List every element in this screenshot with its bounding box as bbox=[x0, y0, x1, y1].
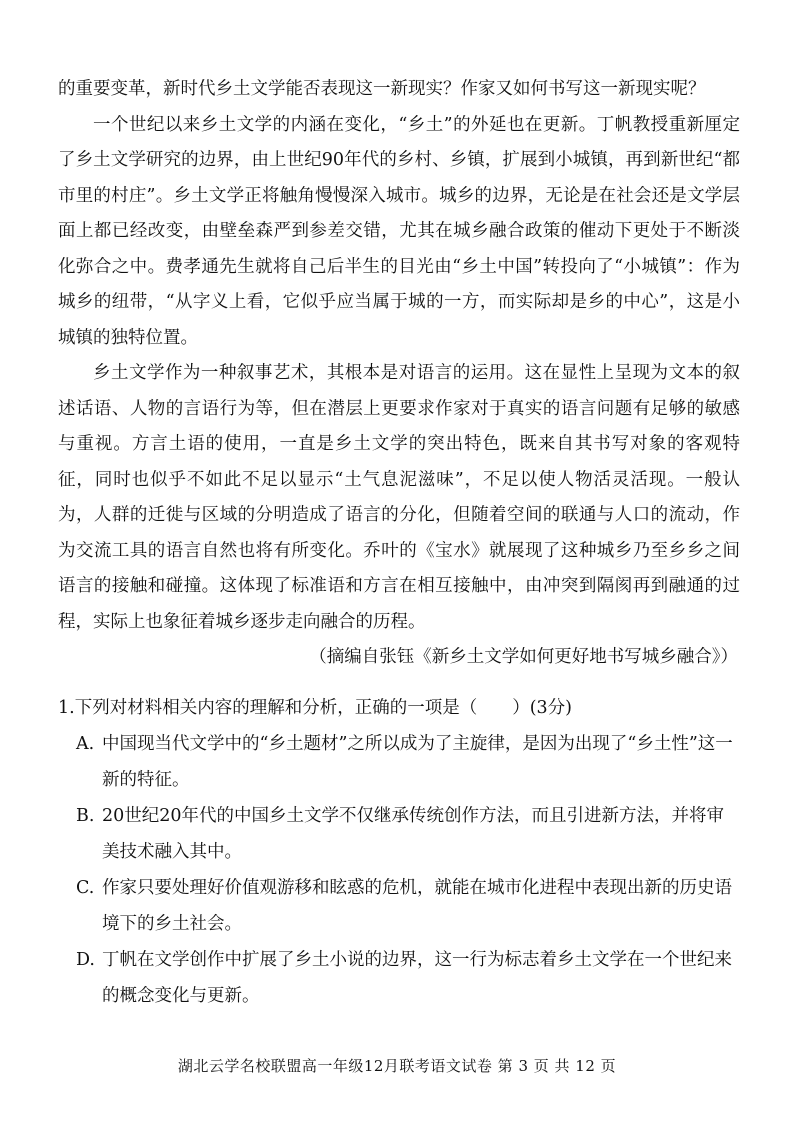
option-d-letter: D. bbox=[76, 950, 95, 970]
option-b-letter: B. bbox=[76, 806, 95, 826]
question-stem: 1.下列对材料相关内容的理解和分析，正确的一项是（ ）(3分) bbox=[58, 698, 572, 718]
passage-paragraph-2: 一个世纪以来乡土文学的内涵在变化，“乡土”的外延也在更新。丁帆教授重新厘定了乡土文学研究的边界，由上世纪90年代的乡村、乡镇，扩展到小城镇，再到新世纪“都市里的村庄”。乡土文学正将触角慢慢深入城市。城乡的边界，无论是在社会还是文学层面上都已经改变，由壁垒森严到参差交错，尤其在城乡融合政策的催动下更处于不断淡化弥合之中。费孝通先生就将自己后半生的目光由“乡土中国”转投向了“小城镇”：作为城乡的纽带，“从字义上看，它似乎应当属于城的一方，而实际却是乡的中心”，这是小城镇的独特位置。 bbox=[58, 114, 740, 348]
option-c-text: 作家只要处理好价值观游移和眩惑的危机，就能在城市化进程中表现出新的历史语境下的乡土社会。 bbox=[102, 878, 732, 934]
option-c bbox=[58, 870, 740, 942]
option-a-letter: A. bbox=[76, 734, 95, 754]
passage-source: （摘编自张钰《新乡土文学如何更好地书写城乡融合》） bbox=[309, 647, 738, 667]
reading-passage bbox=[58, 72, 740, 676]
option-c-letter: C. bbox=[76, 878, 95, 898]
option-a-text: 中国现当代文学中的“乡土题材”之所以成为了主旋律，是因为出现了“乡土性”这一新的特征。 bbox=[102, 734, 733, 790]
option-a bbox=[58, 726, 740, 798]
passage-paragraph-3: 乡土文学作为一种叙事艺术，其根本是对语言的运用。这在显性上呈现为文本的叙述话语、人物的言语行为等，但在潜层上更要求作家对于真实的语言问题有足够的敏感与重视。方言土语的使用，一直是乡土文学的突出特色，既来自其书写对象的客观特征，同时也似乎不如此不足以显示“土气息泥滋味”，不足以使人物活灵活现。一般认为，人群的迁徙与区域的分明造成了语言的分化，但随着空间的联通与人口的流动，作为交流工具的语言自然也将有所变化。乔叶的《宝水》就展现了这种城乡乃至乡乡之间语言的接触和碰撞。这体现了标准语和方言在相互接触中，由冲突到隔阂再到融通的过程，实际上也象征着城乡逐步走向融合的历程。 bbox=[58, 363, 740, 632]
option-b-text: 20世纪20年代的中国乡土文学不仅继承传统创作方法，而且引进新方法，并将审美技术融入其中。 bbox=[102, 806, 725, 862]
passage-paragraph-1: 的重要变革，新时代乡土文学能否表现这一新现实？作家又如何书写这一新现实呢？ bbox=[58, 79, 706, 99]
option-b bbox=[58, 798, 740, 870]
option-d bbox=[58, 942, 740, 1014]
option-d-text: 丁帆在文学创作中扩展了乡土小说的边界，这一行为标志着乡土文学在一个世纪来的概念变化与更新。 bbox=[102, 950, 732, 1006]
page-footer: 湖北云学名校联盟高一年级12月联考语文试卷 第 3 页 共 12 页 bbox=[177, 1057, 617, 1075]
question-1 bbox=[58, 690, 740, 1014]
